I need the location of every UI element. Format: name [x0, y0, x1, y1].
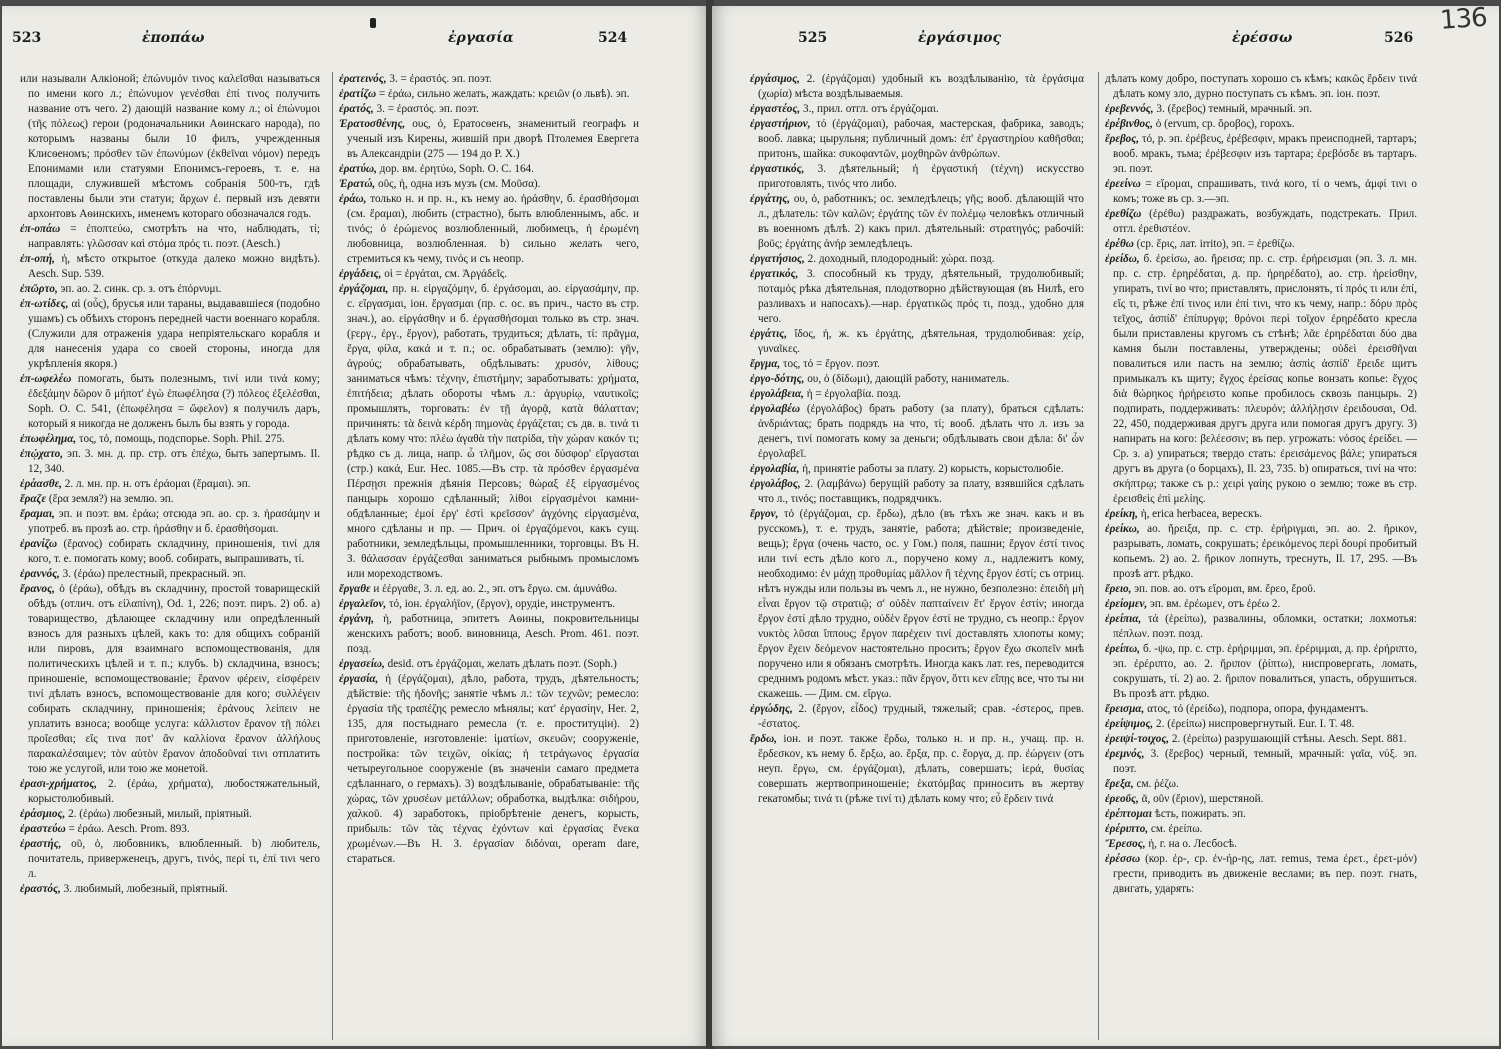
dictionary-entry — [1105, 822, 1417, 837]
entry-headword: ἐργο-δότης, — [750, 373, 805, 385]
entry-headword: Ἔρεσος, — [1105, 838, 1146, 850]
entry-definition: τό, р. эп. ἐρέβευς, ἐρέβεσφιν, мракъ преисподней, тартаръ; вооб. мракъ, тьма; ἐρέβεσφιν изъ тартара; ἐρεβόσδε въ тартаръ. эп. поэт. — [1113, 133, 1417, 175]
entry-headword: ἐρείκω, — [1105, 523, 1140, 535]
entry-headword: ἐργαστέος, — [750, 103, 801, 115]
dictionary-entry — [339, 657, 639, 672]
dictionary-entry — [1105, 702, 1417, 717]
entry-definition: ὁ (ἐράω), обѣдъ въ складчину, простой товарищескій обѣдъ (отлич. отъ εἰλαπίνη), Od. 1, 226; поэт. пиръ. 2) об. а) товарищество, дѣлающее складчину или опредѣленный взносъ для разныхъ цѣлей, какъ то: для общихъ собраній или пировъ, для взаимнаго вспомоществованія, для политическихъ цѣлей и т. п.; клубъ. b) складчина, взносъ; приношеніе, вспомоществованіе; ἔρανον φέρειν, εἰσφέρειν τινί дѣлать взносъ, вспомоществованіе для кого; συλλέγειν собирать складчину, приношенія; ἐράνους λείπειν не уплатить взноса; вообще услуга: κάλλιστον ἔρανον τῇ πόλει προΐεσθαι; εἴς τινα ποτ' ἂν καλλίονα ἔρανον ἀλλήλους παρακαλέσαιμεν; τὸν αὐτὸν ἔρανον ἀποδοῦναί τινι отплатить тою же услугой, или тою же монетой. — [28, 583, 320, 775]
entry-headword: ἐρασι-χρήματος, — [20, 778, 98, 790]
entry-headword: ἐρεθίζω — [1105, 208, 1142, 220]
entry-headword: ἐργασείω, — [339, 658, 385, 670]
entry-definition: 2. (ἔργον, εἶδος) трудный, тяжелый; срав. -έστερος, прев. -έστατος. — [758, 703, 1084, 730]
running-head-left: ἐργάσιμος — [918, 30, 1002, 46]
entry-headword: ἐργαστήριον, — [750, 118, 811, 130]
dictionary-entry — [750, 327, 1084, 357]
dictionary-entry — [1105, 837, 1417, 852]
entry-definition: (кор. ἐρ-, ср. ἐν-ήρ-ης, лат. remus, тема ἐρετ., ἐρετ-μόν) грести, приводить въ движеніе веслами; въ пер. поэт. гнать, двигать, ударять: — [1113, 853, 1417, 895]
entry-headword: ἐρατεινός, — [339, 73, 387, 85]
entry-definition: ᾶ, οῦν (ἔριον), шерстяной. — [1141, 793, 1264, 805]
dictionary-entry — [20, 807, 320, 822]
dictionary-entry — [20, 477, 320, 492]
entry-definition: 3. любимый, любезный, пріятный. — [63, 883, 228, 895]
dictionary-entry — [1105, 582, 1417, 597]
dictionary-entry — [339, 162, 639, 177]
handwritten-note: 136 — [1439, 2, 1488, 36]
entry-definition: помогать, быть полезнымъ, τινί или τινά кому; ἐδεξάμην δῶρον ὃ μήποτ' ἐγὼ ἐπωφέλησα (?) πόλεος ἐξελέσθαι, Soph. O. C. 541, (ἐπωφέλησα = ὤφελον) я получилъ даръ, который я никогда не долженъ былъ бы взять у города. — [28, 373, 320, 430]
entry-headword: ἐρέριπτο, — [1105, 823, 1149, 835]
entry-headword: ἐργάτις, — [750, 328, 788, 340]
dictionary-entry — [339, 267, 639, 282]
entry-definition: эп. 3. мн. д. пр. стр. отъ ἐπέχω, быть запертымъ. Il. 12, 340. — [28, 448, 320, 475]
dictionary-entry — [750, 507, 1084, 702]
entry-headword: ἐρείπια, — [1105, 613, 1142, 625]
entry-definition: 3. = ἐραστός. эп. поэт. — [376, 103, 479, 115]
entry-headword: Ἐρατώ, — [339, 178, 376, 190]
entry-definition: αἱ (οὖς), брусья или тараны, выдававшіеся (подобно ушамъ) съ обѣихъ сторонъ передней части военнаго корабля. (Служили для отраженія удара непріятельскаго корабля и для нанесенія удара со своей стороны, иногда для укрѣпленія якоря.) — [28, 298, 320, 370]
entry-definition: эп. вм. ἐρέωμεν, отъ ἐρέω 2. — [1150, 598, 1281, 610]
entry-headword: ἐρειψί-τοιχος, — [1105, 733, 1170, 745]
right-page-column-2 — [1098, 72, 1417, 1040]
entry-definition: пр. н. εἰργαζόμην, б. ἐργάσομαι, ао. εἰργασάμην, пр. с. εἴργασμαι, іон. ἔργασμαι (пр. с. ос. въ прич., часто въ стр. знач.), ао. εἰργάσθην и б. ἐργασθήσομαι только въ стр. знач. (ϝεργ., ἐργ., ἔργον), работать, трудиться; дѣлать, τί: πρᾶγμα, ἔργα, φίλα, κακά и т. п.; ос. обрабатывать (землю): γῆν, ἀγρούς; обрабатывать, обдѣлывать: χρυσόν, λίθους; заниматься чѣмъ: τέχνην, ἐπιστήμην; заработывать: χρήματα, ἐπιτήδεια; дѣлать обороты чѣмъ л.: ἀργυρίῳ, ναυτικοῖς; промышлять, торговать: ἐν τῇ ἀγορᾷ, κατὰ θάλατταν; причинять: τὰ δεινὰ κέρδη πημονὰς ἐργάζεται; съ дв. в. τινά τι дѣлать кому что: πλέω ἀγαθὰ τὴν πατρίδα, τὴν χώραν κακόν τι; рѣдко съ д. лица, напр. ὦ τλῆμον, ὥς σοι δύσφορ' εἴργασται (стр.) κακά, Eur. Hec. 1085.—Въ стр. τὰ πρόσθεν ἐργασμένα Πέρσῃσι прежнія дѣянія Персовъ; θώραξ ἐξ εἰργασμένος панцырь хорошо сдѣланный; λίθοι εἰργασμένοι камни-обдѣланные; ἐμοί ἐργ' ἐστὶ κρεῖσσον' ἀγχόνης εἰργασμένα, много сдѣланы и пр. — Прич. οἱ ἐργαζόμενοι, какъ сущ. работники, земледѣльцы, промышленники, торговцы. Въ Н. З. θάλασσαν ἐργάζεσθαι заниматься рыбнымъ промысломъ или мореходствомъ. — [347, 283, 639, 580]
entry-definition: = ἐράω. Aesch. Prom. 893. — [68, 823, 190, 835]
dictionary-entry — [1105, 177, 1417, 207]
entry-headword: Ἐρατοσθένης, — [339, 118, 406, 130]
entry-headword: ἐραστός, — [20, 883, 61, 895]
entry-headword: ἐρείδω, — [1105, 253, 1140, 265]
entry-definition: ἡ, erica herbacea, верескъ. — [1140, 508, 1263, 520]
dictionary-entry — [20, 492, 320, 507]
entry-definition: 2. (ἐργάζομαι) удобный къ воздѣлыванію, τὰ ἐργάσιμα (χωρία) мѣста воздѣлываемыя. — [758, 73, 1084, 100]
entry-definition: 3. (ἐράω) прелестный, прекрасный. эп. — [62, 568, 247, 580]
entry-headword: ἐργατήσιος, — [750, 253, 805, 265]
dictionary-entry — [750, 477, 1084, 507]
dictionary-entry — [1105, 852, 1417, 897]
dictionary-entry — [750, 402, 1084, 462]
entry-definition: τος, τό = ἔργον. поэт. — [783, 358, 880, 370]
entry-definition: (ср. ἔρις, лат. irrito), эп. = ἐρεθίζω. — [1136, 238, 1295, 250]
dictionary-entry — [339, 582, 639, 597]
entry-definition: ὁ (ervum, ср. ὄροβος), горохъ. — [1155, 118, 1295, 130]
dictionary-entry — [339, 192, 639, 267]
dictionary-entry — [20, 222, 320, 252]
entry-definition: 2. (ἐράω, χρήματα), любостяжательный, корыстолюбивый. — [28, 778, 320, 805]
entry-definition: 3. (ἔρεβος) темный, мрачный. эп. — [1156, 103, 1313, 115]
dictionary-entry — [20, 582, 320, 777]
dictionary-entry — [1105, 747, 1417, 777]
entry-headword: ἐρέθω — [1105, 238, 1134, 250]
entry-headword: ἔργαθε — [339, 583, 371, 595]
dictionary-entry — [1105, 252, 1417, 507]
entry-definition: τος, τό, помощь, подспорье. Soph. Phil. 275. — [79, 433, 285, 445]
entry-definition: и ἐέργαθε, 3. л. ед. ао. 2., эп. отъ ἔργω. см. ἀμυνάθω. — [373, 583, 618, 595]
dictionary-entry — [20, 372, 320, 432]
entry-definition: 2. (λαμβάνω) берущій работу за плату, взявшійся сдѣлать что л., τινός; поставщикъ, подрядчикъ. — [758, 478, 1084, 505]
entry-headword: ἐράω, — [339, 193, 367, 205]
entry-definition: ἴδος, ἡ, ж. къ ἐργάτης, дѣятельная, трудолюбивая: χείρ, γυναῖκες. — [758, 328, 1084, 355]
entry-headword: ἐράσμιος, — [20, 808, 66, 820]
entry-headword: ἐπῶρτο, — [20, 283, 58, 295]
entry-headword: ἐρέπτομαι — [1105, 808, 1152, 820]
entry-definition: οῦς, ἡ, одна изъ музъ (см. Μοῦσα). — [378, 178, 541, 190]
entry-headword: ἐπ-οπάω — [20, 223, 61, 235]
running-head-right: ἐρέσσω — [1232, 30, 1293, 46]
page-number-523: 523 — [12, 30, 42, 46]
entry-headword: ἐρατύω, — [339, 163, 377, 175]
entry-definition: desid. отъ ἐργάζομαι, желать дѣлать поэт. (Soph.) — [387, 658, 617, 670]
entry-headword: ἐρέσσω — [1105, 853, 1141, 865]
dictionary-entry — [339, 597, 639, 612]
dictionary-entry — [20, 447, 320, 477]
entry-headword: ἐργαστικός, — [750, 163, 805, 175]
page-number-524: 524 — [598, 30, 628, 46]
entry-headword: ἔρεξα, — [1105, 778, 1134, 790]
dictionary-entry — [750, 72, 1084, 102]
entry-definition: 2. (ἐράω) любезный, милый, пріятный. — [68, 808, 252, 820]
entry-definition: 3., прил. отгл. отъ ἐργάζομαι. — [802, 103, 939, 115]
right-page — [712, 6, 1499, 1046]
dictionary-entry — [1105, 522, 1417, 582]
page-number-525: 525 — [798, 30, 828, 46]
dictionary-entry — [1105, 732, 1417, 747]
entry-headword: ἔργμα, — [750, 358, 781, 370]
dictionary-entry — [1105, 207, 1417, 237]
entry-definition: ατος, τό (ἐρείδω), подпора, опора, фундаментъ. — [1147, 703, 1369, 715]
entry-definition: ао. ἤρειξα, пр. с. стр. ἐρήριγμαι, эп. ао. 2. ἤρικον, разрывать, ломать, сокрушать; ἐρεικόμενος περὶ δουρί пробитый копьемъ. 2) ао. 2. ἤρικον лопнуть, треснуть, Il. 17, 295. —Въ прозѣ атт. рѣдко. — [1113, 523, 1417, 580]
entry-definition: = ἐποπτεύω, смотрѣть на что, наблюдать, τί; направлять: γλῶσσαν καὶ στόμα πρός τι. поэт. (Aesch.) — [28, 223, 320, 250]
entry-definition: = εἴρομαι, спрашивать, τινά кого, τί о чемъ, ἀμφί τινι о комъ; тоже въ ср. з.—эп. — [1113, 178, 1417, 205]
entry-definition: (ἐργολάβος) брать работу (за плату), браться сдѣлать: ἀνδριάντας; брать подрядъ на что, τί; вооб. дѣлать что л. изъ за денегъ, τινί помогать кому за деньги; обдѣлывать свои дѣла: δι' ὧν ἐργολαβεῖ. — [758, 403, 1084, 460]
entry-headword: ἐρείκη, — [1105, 508, 1138, 520]
dictionary-entry — [750, 732, 1084, 807]
dictionary-entry — [20, 777, 320, 807]
entry-headword: ἐρανίζω — [20, 538, 58, 550]
entry-headword: ἐργατικός, — [750, 268, 799, 280]
entry-definition: ἡ, принятіе работы за плату. 2) корысть, корыстолюбіе. — [802, 463, 1064, 475]
entry-headword: ἐπ-οπή, — [20, 253, 55, 265]
entry-definition: τά (ἐρείπω), развалины, обломки, остатки; лохмотья: πέπλων. поэт. позд. — [1113, 613, 1417, 640]
entry-headword: ἐργάζομαι, — [339, 283, 389, 295]
dictionary-entry — [1105, 717, 1417, 732]
entry-definition: только н. и пр. н., къ нему ао. ἠράσθην, б. ἐρασθήσομαι (см. ἔραμαι), любить (страстно), быть влюбленнымъ, абс. и τινός; ὁ ἐρώμενος возлюбленный, любимецъ, ἡ ἐρωμένη любовница, возлюбленная. b) сильно желать чего, стремиться къ чему, τινός и съ неопр. — [347, 193, 639, 265]
entry-headword: ἐραννός, — [20, 568, 60, 580]
page-number-526: 526 — [1384, 30, 1414, 46]
ink-spot — [370, 18, 376, 28]
entry-definition: ἡ (ἐργάζομαι), дѣло, работа, трудъ, дѣятельность; дѣйствіе: τῆς ἡδονῆς; занятіе чѣмъ л.: τῶν τεχνῶν; ремесло: ἐργασία τῆς τραπέζης ремесло мѣнялы; κατ' ἐργασίην, Her. 2, 135, для постыднаго ремесла (т. е. проституціи). 2) приготовленіе, изготовленіе: ἱματίων, σκευῶν; сооруженіе, постройка: τῶν τειχῶν, οἰκίας; ἡ τετράγωνος ἐργασία четыреугольное сооруженіе (въ значеніи самаго предмета сдѣланнаго, о гермахъ). 3) воздѣлываніе, обрабатываніе: τῆς χώρας, τῶν χρυσέων μετάλλων; обработка, выдѣлка: σιδήρου, χαλκοῦ. 4) заработокъ, пріобрѣтеніе денегъ, корысть, прибыль: τῶν τὰς τέχνας ἐχόντων καὶ ἐργασίας ἕνεκα χρωμένων.—Въ Н. З. ἐργασίαν διδόναι, operam dare, стараться. — [347, 673, 639, 865]
entry-definition: ους, ὁ, Ератосѳенъ, знаменитый географъ и ученый изъ Кирены, жившій при дворѣ Птолемея Евергета въ Александріи (275 — 194 до Р. Х.) — [347, 118, 639, 160]
dictionary-entry — [20, 252, 320, 282]
dictionary-entry — [1105, 507, 1417, 522]
entry-definition: 3. способный къ труду, дѣятельный, трудолюбивый; ποταμός рѣка дѣятельная, плодотворно дѣйствующая (въ Нилѣ, его разливахъ и напосахъ).—нар. ἐργατικῶς πρός τι, позд., удобно для чего. — [758, 268, 1084, 325]
left-page — [2, 6, 708, 1046]
entry-headword: ἐραστής, — [20, 838, 62, 850]
entry-headword: ἐρεμνός, — [1105, 748, 1145, 760]
right-page-header — [712, 30, 1499, 50]
entry-headword: ἐρατός, — [339, 103, 374, 115]
entry-headword: ἐρεοῦς, — [1105, 793, 1139, 805]
entry-definition: τό (ἐργάζομαι, ср. ἔρδω), дѣло (въ тѣхъ же знач. какъ и въ русскомъ), т. е. трудъ, занятіе, работа; дѣйствіе; произведеніе, вещь); ἔργα (очень часто, ос. у Гом.) поля, пашни; ἔργον ἐστί τινος или τινί есть дѣло кого л., поручено кому л., надлежитъ кому, необходимо: ἐν μάχῃ προθυμίας μᾶλλον ἢ τέχνης ἔργον ἐστί; съ отриц. нѣтъ нужды или пользы въ чемъ л., не нужно, безполезно: ἐπειδὴ μὴ εἶναι ἔργον τῷ στρατιῷ; σ' οὐδὲν παπταίνειν ἔτ' ἔργον ἐστίν; иногда ἔργον ἐστί дѣло трудно, οὐδὲν ἔργον ἐστί не трудно, съ неопр.: ἔργον νυκτὸς λῦσαι ἵππους; ἔργον παρέχειν τινί доставлять хлопоты кому; ἔργον ἔχειν δεόμενον настоятельно просить; ἔργον ἔχω σκοπεῖν мнѣ поручено или я обязанъ смотрѣть. Иногда какъ лат. res, переводится среднимъ родомъ мѣст. указ.: πᾶν ἔργον, ὅττι κεν εἴπῃς все, что ты ни скажешь. — Дим. см. εἴργω. — [758, 508, 1084, 700]
entry-headword: ἔργον, — [750, 508, 779, 520]
entry-definition: ου, ὁ (δίδωμι), дающій работу, наниматель. — [807, 373, 1010, 385]
dictionary-entry — [20, 567, 320, 582]
entry-definition: дор. вм. ἐρητύω, Soph. O. C. 164. — [379, 163, 534, 175]
dictionary-entry — [750, 162, 1084, 192]
entry-definition: τό, іон. ἐργαλήϊον, (ἔργον), орудіе, инструментъ. — [389, 598, 616, 610]
dictionary-entry — [750, 372, 1084, 387]
entry-headword: ἐπ-ωφελέω — [20, 373, 72, 385]
entry-definition: ου, ὁ, работникъ; ос. земледѣлецъ; γῆς; вооб. дѣлающій что л., дѣлатель: τῶν καλῶν; ἐργάτης τῶν ἐν πολέμῳ человѣкъ отличный въ военномъ дѣлѣ. 2) какъ прил. дѣятельный: στρατηγός; рабочій: βοῦς; ἐργάτης ἀνήρ земледѣлецъ. — [758, 193, 1084, 250]
entry-headword: ἐργώδης, — [750, 703, 793, 715]
dictionary-entry — [339, 102, 639, 117]
dictionary-entry — [20, 297, 320, 372]
dictionary-entry — [750, 102, 1084, 117]
entry-headword: ἐρεβεννός, — [1105, 103, 1154, 115]
entry-headword: ἔρδω, — [750, 733, 777, 745]
entry-definition: 2. (ἐρείπω) ниспровергнутый. Eur. I. T. 48. — [1156, 718, 1355, 730]
entry-headword: ἐρείψιμος, — [1105, 718, 1154, 730]
dictionary-entry — [20, 537, 320, 567]
entry-headword: ἐργολαβέω — [750, 403, 800, 415]
dictionary-entry — [20, 72, 320, 222]
entry-headword: ἐργολάβεια, — [750, 388, 804, 400]
dictionary-entry — [1105, 612, 1417, 642]
dictionary-entry — [20, 837, 320, 882]
entry-definition: 2. (ἐρείπω) разрушающій стѣны. Aesch. Sept. 881. — [1171, 733, 1407, 745]
dictionary-entry — [1105, 72, 1417, 102]
dictionary-entry — [20, 432, 320, 447]
entry-headword: ἐπ-ωτίδες, — [20, 298, 69, 310]
dictionary-entry — [750, 462, 1084, 477]
dictionary-entry — [1105, 237, 1417, 252]
entry-headword: ἐράασθε, — [20, 478, 62, 490]
entry-definition: ἡ = ἐργολαβία. позд. — [806, 388, 902, 400]
entry-definition: 2. доходный, плодородный: χώρα. позд. — [807, 253, 995, 265]
entry-definition: эп. ао. 2. синк. ср. з. отъ ἐπόρνυμι. — [60, 283, 222, 295]
dictionary-entry — [750, 192, 1084, 252]
right-page-column-1 — [750, 72, 1084, 1040]
entry-definition: τό (ἐργάζομαι), рабочая, мастерская, фабрика, заводъ; вооб. лавка; цырульня; публичный домъ: ἐπ' ἐργαστηρίου καθῆσθαι; притонъ, шайка: συκοφαντῶν, μοχθηρῶν ἀνθρώπων. — [758, 118, 1084, 160]
dictionary-entry — [20, 882, 320, 897]
left-page-header — [2, 30, 708, 50]
dictionary-entry — [750, 267, 1084, 327]
dictionary-entry — [339, 672, 639, 867]
entry-headword: ἔρειο, — [1105, 583, 1132, 595]
dictionary-entry — [339, 117, 639, 162]
entry-definition: ἡ, мѣсто открытое (откуда далеко можно видѣть). Aesch. Sup. 539. — [28, 253, 320, 280]
dictionary-entry — [339, 177, 639, 192]
dictionary-entry — [339, 87, 639, 102]
dictionary-entry — [339, 612, 639, 657]
entry-headword: ἔρεισμα, — [1105, 703, 1145, 715]
entry-definition: = ἐράω, сильно желать, жаждать: κρειῶν (о львѣ). эп. — [378, 88, 630, 100]
dictionary-entry — [20, 507, 320, 537]
entry-definition: 3. = ἐραστός. эп. поэт. — [389, 73, 492, 85]
entry-definition: б. -ψω, пр. с. стр. ἐρήριμμαι, эп. ἐρέριμμαι, д. пр. ἐρήριπτο, эп. ἐρέριπτο, ао. 2. ἤριπον (ῥίπτω), ниспровергать, ломать, сокрушать, τί. 2) ао. 2. ἤριπον повалиться, упасть, обрушиться. Въ прозѣ атт. рѣдко. — [1113, 643, 1417, 700]
dictionary-entry — [750, 252, 1084, 267]
entry-definition: эп. и поэт. вм. ἐράω; отсюда эп. ао. ср. з. ἠρασάμην и употреб. въ прозѣ ао. стр. ἠράσθην и б. ἐρασθήσομαι. — [28, 508, 320, 535]
dictionary-entry — [750, 387, 1084, 402]
dictionary-entry — [339, 282, 639, 582]
entry-definition: 3. дѣятельный; ἡ ἐργαστική (τέχνη) искусство приготовлять, τινός что либо. — [758, 163, 1084, 190]
entry-headword: ἐργάδεις, — [339, 268, 382, 280]
dictionary-entry — [1105, 807, 1417, 822]
entry-headword: ἐργαλεῖον, — [339, 598, 387, 610]
entry-definition: дѣлать кому добро, поступать хорошо съ кѣмъ; κακῶς ἔρδειν τινά дѣлать кому зло, дурно поступать съ кѣмъ. эп. іон. поэт. — [1105, 73, 1417, 100]
dictionary-entry — [1105, 777, 1417, 792]
entry-definition: или называли Алкіоной; ἐπώνυμόν τινος καλεῖσθαι называться по имени кого л.; ἐπώνυμον γενέσθαι ἐπί τινος получить название отъ чего. 2) дающій название кому л.; οἱ ἐπώνυμοι (τῆς πόλεως) герои (родоначальники Аѳинскаго народа), по которымъ названы были 10 филъ, учрежденныя Клисѳеномъ; πρόσθεν τῶν ἐπωνύμων (ἐκθεῖναι νόμον) передъ Епонимами или статуями Епонимсъ-героевъ, т. е. на площади, служившей мѣстомъ собранія 500-тъ, гдѣ поставлены были эти статуи; ἄρχων ἐ. первый изъ девяти архонтовъ Аѳинскихъ, именемъ котораго обозначался годъ. — [20, 73, 320, 220]
dictionary-entry — [750, 357, 1084, 372]
entry-definition: οῦ, ὁ, любовникъ, влюбленный. b) любитель, почитатель, приверженецъ, другъ, τινός, περί τι, ἐπί τινι чего л. — [28, 838, 320, 880]
entry-headword: ἐραστεύω — [20, 823, 66, 835]
dictionary-entry — [1105, 132, 1417, 177]
entry-definition: 2. л. мн. пр. н. отъ ἐράομαι (ἔραμαι). эп. — [64, 478, 251, 490]
dictionary-entry — [1105, 102, 1417, 117]
entry-definition: 3. (ἔρεβος) черный, темный, мрачный: γαῖα, νύξ. эп. поэт. — [1113, 748, 1417, 775]
entry-headword: ἐρέβινθος, — [1105, 118, 1153, 130]
entry-definition: б. ἐρείσω, ао. ἤρεισα; пр. с. стр. ἐρήρεισμαι (эп. 3. л. мн. пр. с. стр. ἐρηρέδαται, д. пр. ἠρηρέδατο), ао. стр. ἠρείσθην, упирать, τινί во что; приставлять, прислонять, τί πρός τι или ἐπί, εἴς τι, рѣже ἐπί τινος или ἐπί τινι, что къ чему, напр.: δόρυ πρὸς τεῖχος, ἀσπίδ' ἐπίπυργφ; θρόνοι περὶ τοῖχον ἐρηρέδατο кресла были приставлены кругомъ съ стѣнѣ; λᾶε ἐρηρέδαται δύο два камня были поставлены, утверждены; οὐδεὶ ἐρεισθῆναι повалиться или пасть на землю; ἀσπὶς ἀσπίδ' ἔρειδε щитъ примыкалъ къ щиту; ἔγχος ἐρείσας копье вонзать копье: ἔγχος διὰ θώρηκος ἠρήρειστο копье пробилось сквозь панцырь. 2) подпирать, поддерживать: πλευρόν; ἀλλήλῃσιν ἐρειδουσαι, Od. 22, 450, поддерживая другъ друга или помогая другъ другу. 3) напирать на кого: βελέεσσιν; въ пер. угрожать: νόσος ἐρείδει. — Ср. з. а) упираться; твердо стать: ἐρεισάμενος βάλε; упираться другъ въ друга (о борцахъ), Il. 23, 735. b) опираться, τινί на что: σκήπτρῳ; также съ р.: χειρὶ γαίης рукою о землю; тоже въ стр. ἐρεισθεὶς ἐπὶ μελίης. — [1113, 253, 1417, 505]
entry-headword: ἔραζε — [20, 493, 47, 505]
entry-headword: ἐργάσιμος, — [750, 73, 800, 85]
dictionary-entry — [20, 282, 320, 297]
entry-definition: см. ἐρείπω. — [1150, 823, 1203, 835]
entry-headword: ἐρείπω, — [1105, 643, 1141, 655]
entry-headword: ἔρανος, — [20, 583, 55, 595]
entry-definition: (ἐρέθω) раздражать, возбуждать, подстрекать. Прил. отгл. ἐρεθιστέον. — [1113, 208, 1417, 235]
entry-definition: ѣсть, пожирать. эп. — [1154, 808, 1246, 820]
dictionary-entry — [1105, 642, 1417, 702]
entry-headword: ἐργάνη, — [339, 613, 375, 625]
entry-definition: см. ῥέζω. — [1136, 778, 1179, 790]
entry-definition: (ἔρα земля?) на землю. эп. — [48, 493, 174, 505]
dictionary-entry — [339, 72, 639, 87]
entry-definition: ἡ, работница, эпитетъ Аѳины, покровительницы женскихъ работъ; вооб. виновница, Aesch. Prom. 461. поэт. позд. — [347, 613, 639, 655]
entry-headword: ἐργολάβος, — [750, 478, 801, 490]
entry-definition: οἱ = ἐργάται, см. Ἀργάδεῖς. — [384, 268, 508, 280]
entry-headword: ἐργολαβία, — [750, 463, 800, 475]
dictionary-entry — [1105, 597, 1417, 612]
entry-headword: ἐρεείνω — [1105, 178, 1141, 190]
entry-definition: (ἔρανος) собирать складчину, приношенія, τινί для кого, т. е. помогать кому; вооб. собирать, выпрашивать, τί. — [28, 538, 320, 565]
left-page-column-2 — [332, 72, 639, 1040]
entry-headword: ἔραμαι, — [20, 508, 55, 520]
entry-headword: ἐργασία, — [339, 673, 379, 685]
dictionary-entry — [750, 117, 1084, 162]
entry-definition: ἡ, г. на о. Лесбосѣ. — [1148, 838, 1237, 850]
left-page-column-1 — [20, 72, 320, 1040]
dictionary-entry — [1105, 792, 1417, 807]
dictionary-entry — [1105, 117, 1417, 132]
entry-definition: эп. пов. ао. отъ εἴρομαι, вм. ἔρεο, ἔροῦ. — [1134, 583, 1316, 595]
running-head-right: ἐργασία — [448, 30, 514, 46]
running-head-left: ἐποπάω — [142, 30, 205, 46]
entry-headword: ἐπωφέλημα, — [20, 433, 77, 445]
entry-headword: ἐργάτης, — [750, 193, 791, 205]
entry-headword: ἐπῴχατο, — [20, 448, 64, 460]
entry-headword: ἐρείομεν, — [1105, 598, 1148, 610]
entry-definition: іон. и поэт. также ἔρδω, только н. и пр. н., учащ. пр. н. ἔρδεσκον, къ нему б. ἔρξω, ао. ἔρξα, пр. с. ἔοργα, д. пр. ἐώργειν (отъ неуп. ἔργω, см. ἐργάζομαι), дѣлать, совершать; ἱερά, θυσίας совершать жертвоприношеніе; ἑκατόμβας приносить въ жертву гекатомбы; τινά τι (рѣже τινί τι) дѣлать кому что; εὖ ἔρδειν τινά — [758, 733, 1084, 805]
dictionary-entry — [750, 702, 1084, 732]
entry-headword: ἔρεβος, — [1105, 133, 1140, 145]
dictionary-entry — [20, 822, 320, 837]
entry-headword: ἐρατίζω — [339, 88, 377, 100]
